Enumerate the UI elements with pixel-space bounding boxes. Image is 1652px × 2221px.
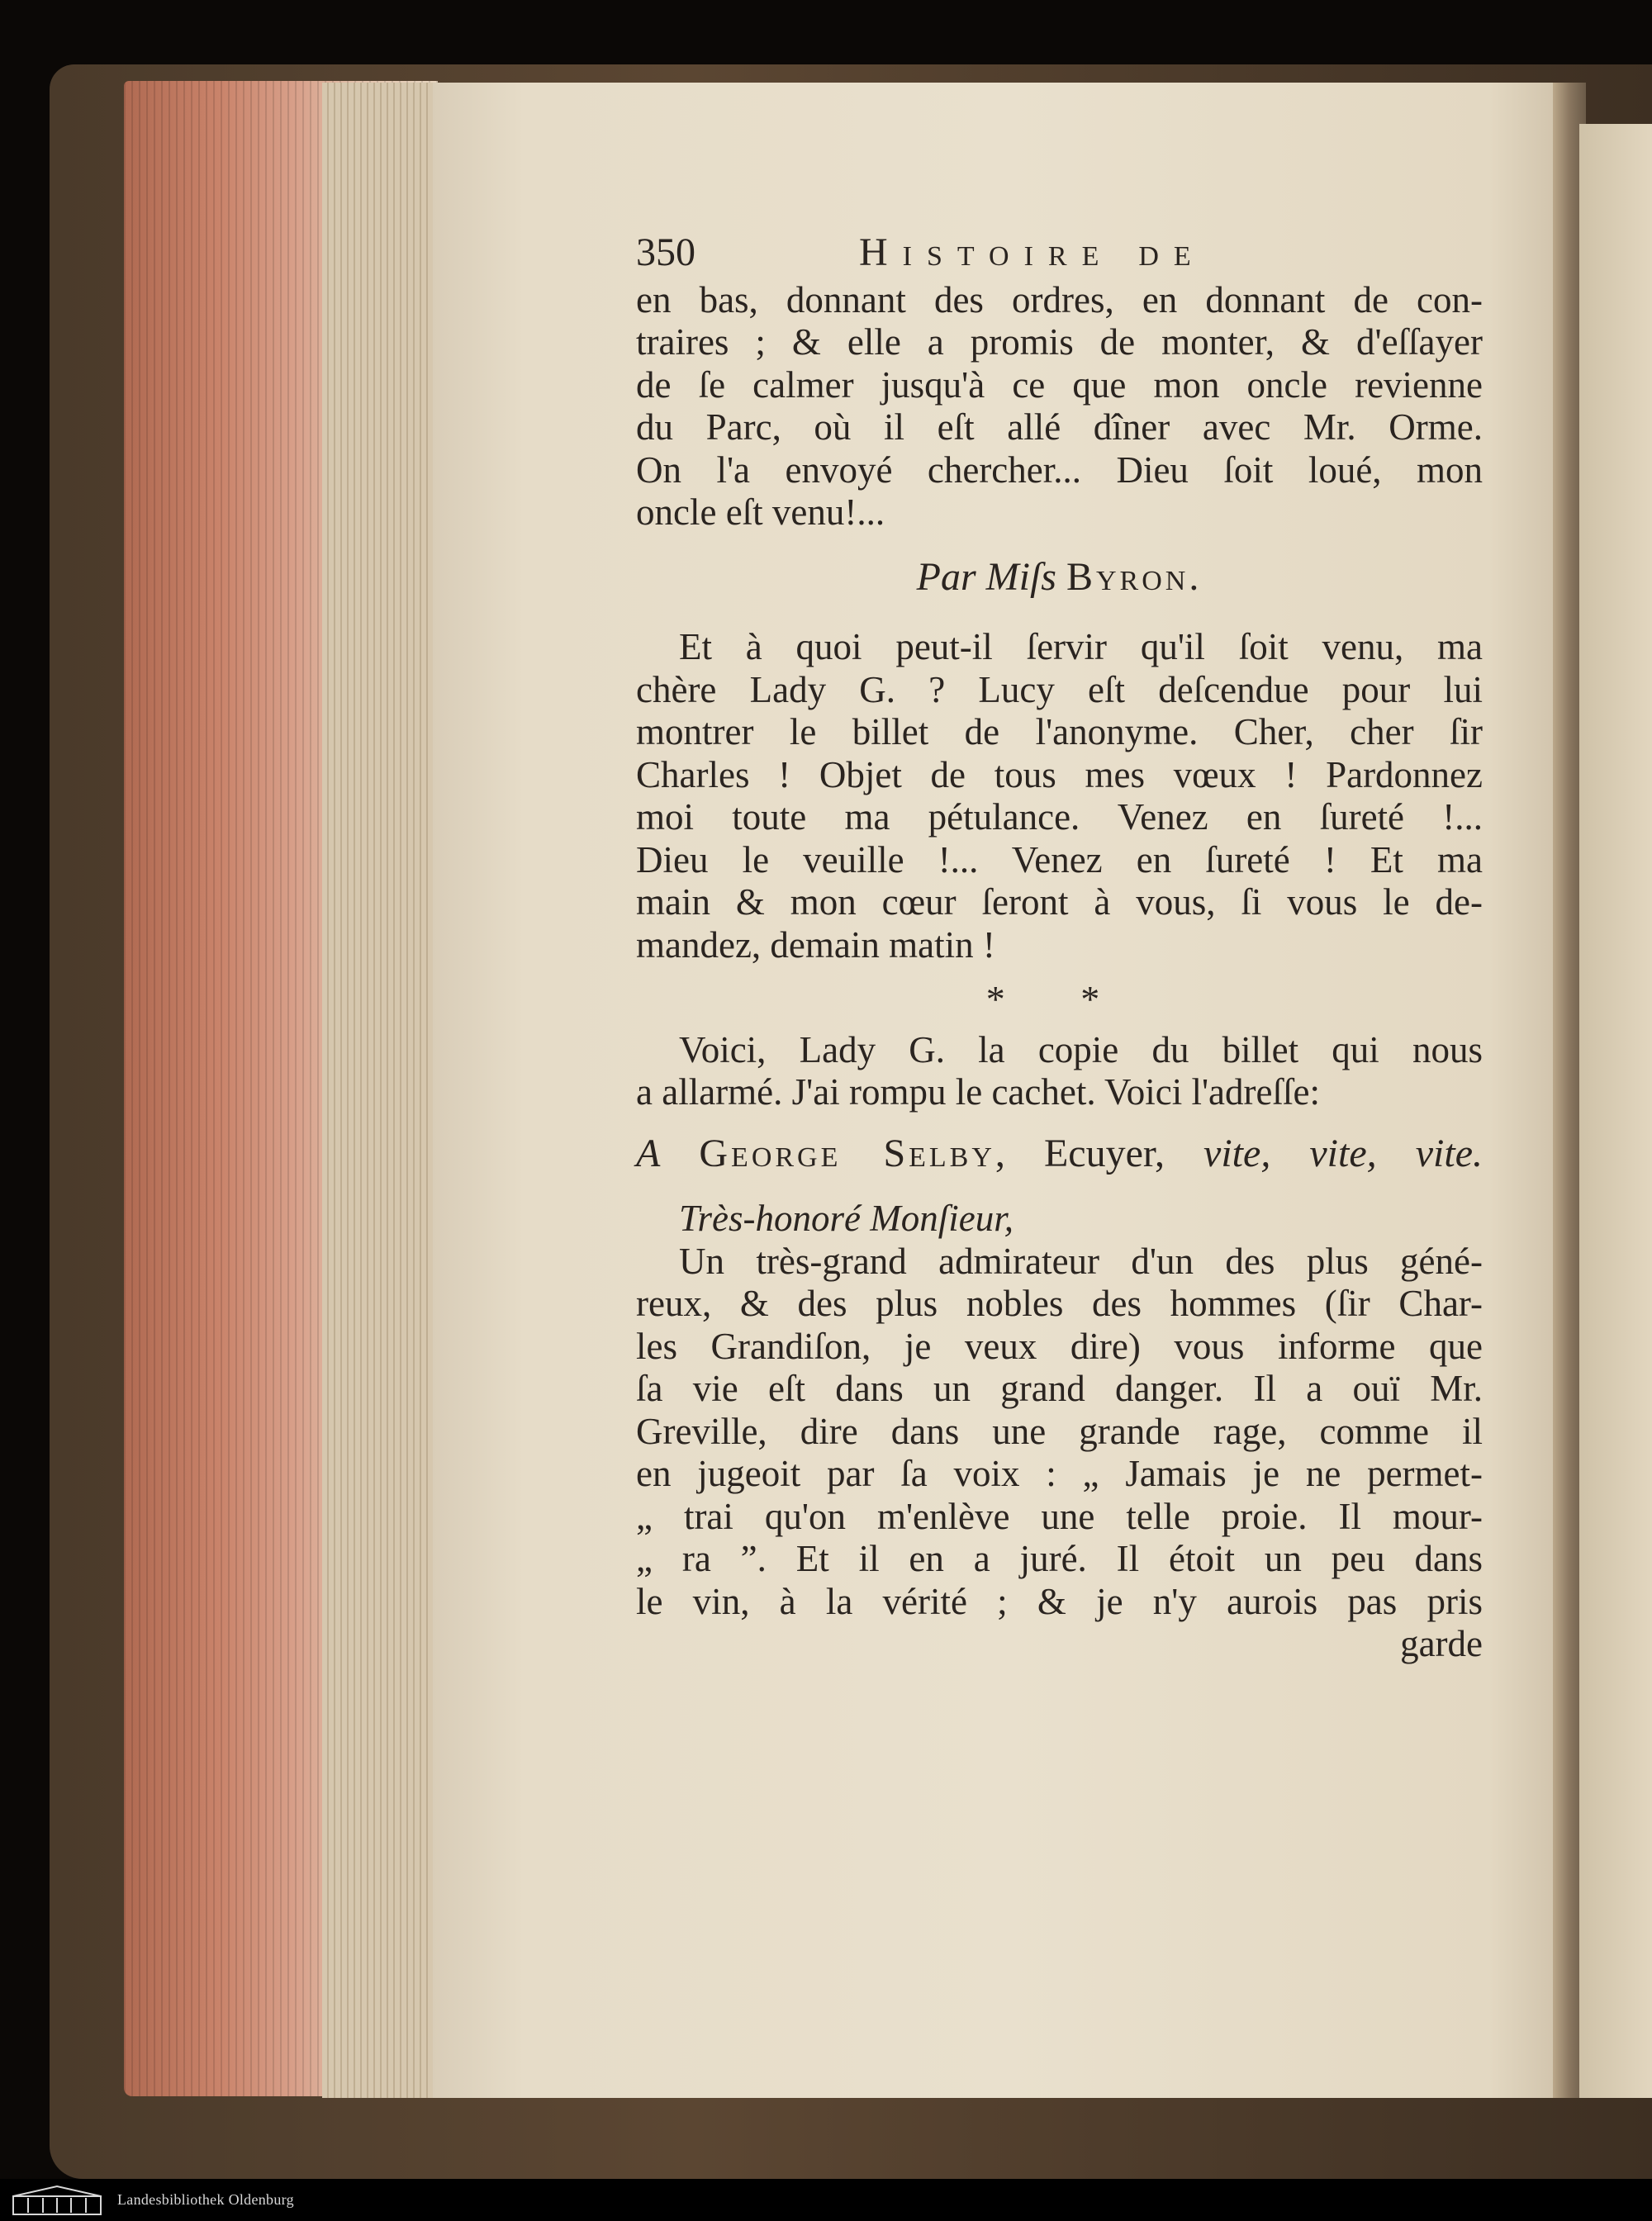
letter-address: [636, 1132, 1483, 1175]
page-edges-inner: [322, 83, 438, 2098]
paragraph-1: [636, 279, 1483, 534]
text-line: mandez, demain matin !: [636, 923, 995, 966]
text-line: Et à quoi peut-il ſervir qu'il ſoit venu, ma: [679, 626, 1483, 667]
byline-name: Byron.: [1066, 554, 1203, 599]
letter-salutation: Très-honoré Monſieur,: [679, 1198, 1014, 1239]
catchword: garde: [1400, 1623, 1483, 1664]
text-line: moi toute ma pétulance. Venez en ſureté !...: [636, 796, 1483, 838]
section-separator: * *: [985, 978, 1133, 1020]
text-line: de ſe calmer jusqu'à ce que mon oncle revienne: [636, 363, 1483, 406]
library-building-icon: [12, 2185, 102, 2216]
facing-page: [1579, 124, 1652, 2098]
library-name: Landesbibliothek Oldenburg: [117, 2191, 294, 2208]
address-prefix: A: [636, 1131, 661, 1175]
paragraph-3: [636, 1029, 1483, 1114]
paragraph-2: [636, 626, 1483, 966]
page-header: [636, 231, 1483, 274]
text-line: main & mon cœur ſeront à vous, ſi vous le de-: [636, 881, 1483, 923]
text-line: „ trai qu'on m'enlève une telle proie. Il mour-: [636, 1495, 1483, 1537]
text-line: On l'a envoyé chercher... Dieu ſoit loué, mon: [636, 448, 1483, 491]
text-line: du Parc, où il eſt allé dîner avec Mr. Orme.: [636, 406, 1483, 448]
address-name: George Selby: [699, 1131, 995, 1175]
text-line: chère Lady G. ? Lucy eſt deſcendue pour lui: [636, 668, 1483, 710]
text-line: en bas, donnant des ordres, en donnant de con-: [636, 278, 1483, 320]
text-line: Voici, Lady G. la copie du billet qui nous: [679, 1028, 1483, 1070]
byline-prefix: Par Miſs: [916, 554, 1056, 599]
text-line: le vin, à la vérité ; & je n'y aurois pas pris: [636, 1580, 1483, 1622]
text-line: Charles ! Objet de tous mes vœux ! Pardonnez: [636, 753, 1483, 795]
text-line: reux, & des plus nobles des hommes (ſir Char-: [636, 1283, 1483, 1324]
text-line: Un très-grand admirateur d'un des plus géné-: [679, 1240, 1483, 1282]
footer-bar: [0, 2179, 1652, 2221]
text-line: Dieu le veuille !... Venez en ſureté ! Et ma: [636, 838, 1483, 880]
page-text-block: [636, 231, 1483, 1666]
byline: [636, 556, 1483, 599]
letter-body: [636, 1241, 1483, 1624]
text-line: „ ra ”. Et il en a juré. Il étoit un peu dans: [636, 1538, 1483, 1579]
address-urgent: vite, vite, vite.: [1203, 1131, 1483, 1175]
page-number: 350: [636, 230, 695, 274]
text-line: oncle eſt venu!...: [636, 491, 885, 533]
text-line: a allarmé. J'ai rompu le cachet. Voici l'adreſſe:: [636, 1071, 1320, 1113]
text-line: en jugeoit par ſa voix : „ Jamais je ne permet-: [636, 1453, 1483, 1494]
text-line: montrer le billet de l'anonyme. Cher, cher ſir: [636, 711, 1483, 752]
text-line: les Grandiſon, je veux dire) vous informe que: [636, 1325, 1483, 1367]
text-line: traires ; & elle a promis de monter, & d'eſſayer: [636, 321, 1483, 363]
text-line: ſa vie eſt dans un grand danger. Il a ouï Mr.: [636, 1368, 1483, 1409]
text-line: Greville, dire dans une grande rage, comme il: [636, 1410, 1483, 1452]
address-rest: , Ecuyer,: [995, 1131, 1165, 1175]
running-head: Histoire de: [859, 230, 1206, 274]
